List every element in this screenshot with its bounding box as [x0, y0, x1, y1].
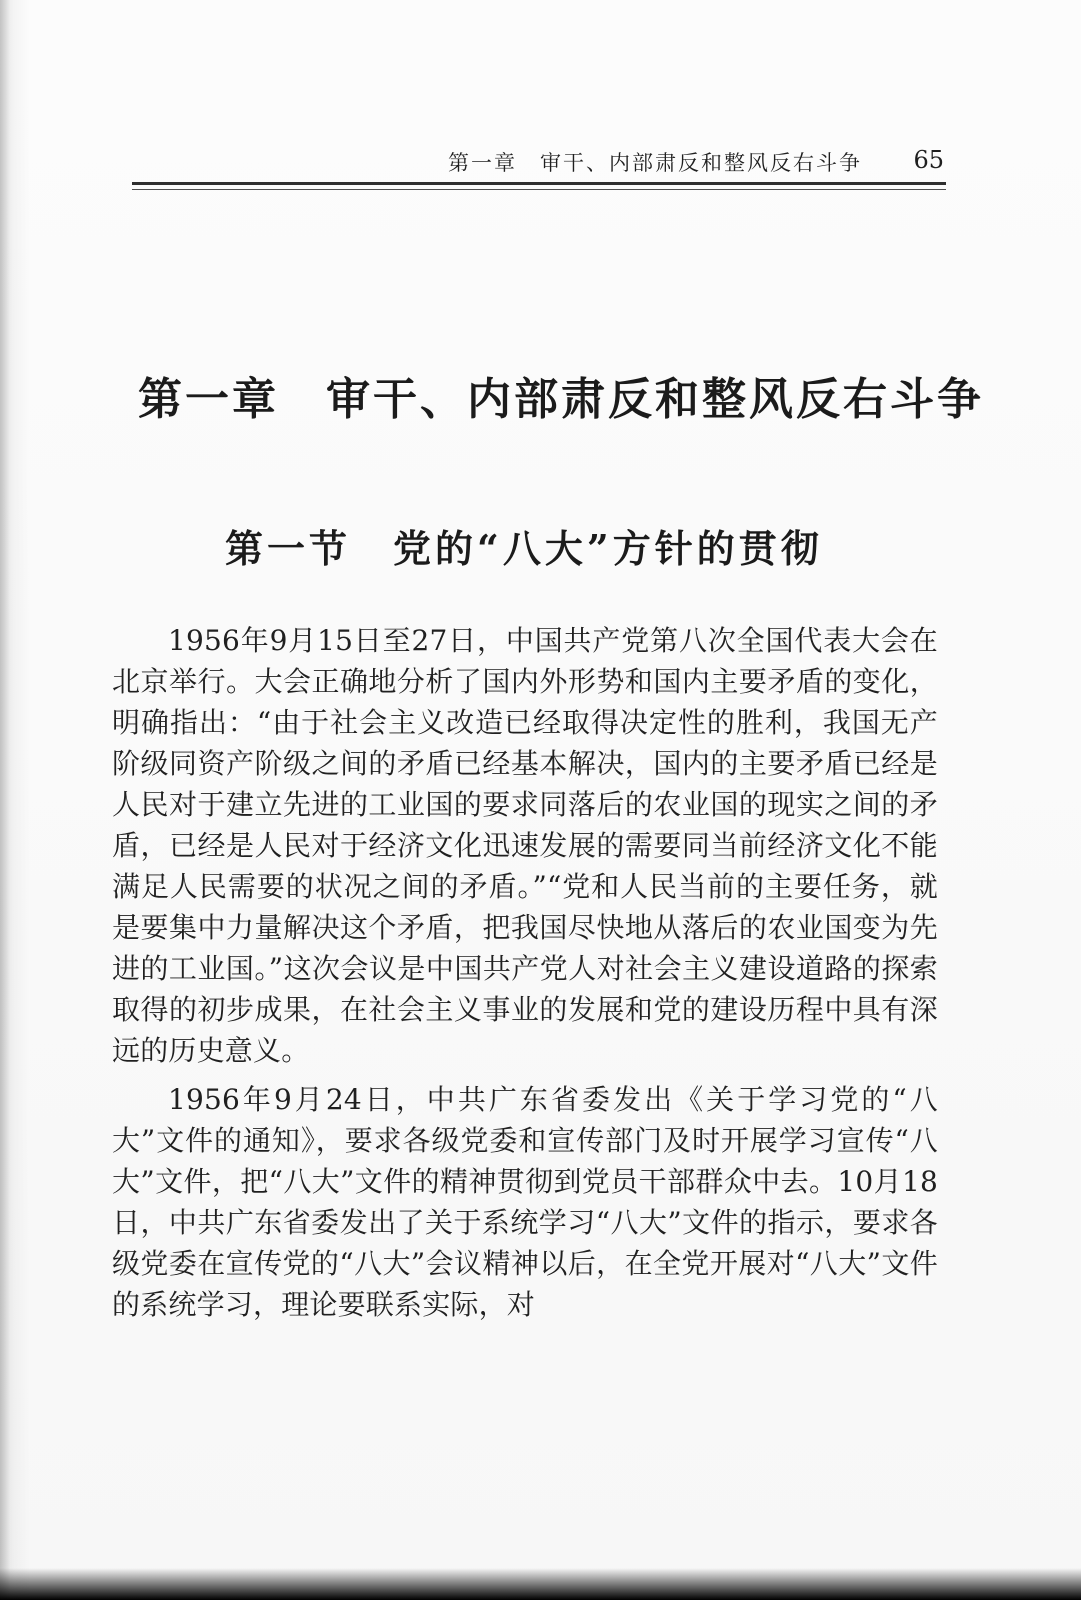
paragraph-2: 1956年9月24日，中共广东省委发出《关于学习党的“八大”文件的通知》，要求各级党委和宣传部门及时开展学习宣传“八大”文件，把“八大”文件的精神贯彻到党员干部群众中去。10月18日，中共广东省委发出了关于系统学习“八大”文件的指示，要求各级党委在宣传党的“八大”会议精神以后，在全党开展对“八大”文件的系统学习，理论要联系实际，对: [112, 1083, 938, 1321]
paragraph-1: 1956年9月15日至27日，中国共产党第八次全国代表大会在北京举行。大会正确地分析了国内外形势和国内主要矛盾的变化，明确指出：“由于社会主义改造已经取得决定性的胜利，我国无产阶级同资产阶级之间的矛盾已经基本解决，国内的主要矛盾已经是人民对于建立先进的工业国的要求同落后的农业国的现实之间的矛盾，已经是人民对于经济文化迅速发展的需要同当前经济文化不能满足人民需要的状况之间的矛盾。”“党和人民当前的主要任务，就是要集中力量解决这个矛盾，把我国尽快地从落后的农业国变为先进的工业国。”这次会议是中国共产党人对社会主义建设道路的探索取得的初步成果，在社会主义事业的发展和党的建设历程中具有深远的历史意义。: [112, 624, 938, 1067]
header-rule-thick: [132, 182, 946, 185]
body-text: [112, 620, 938, 1333]
section-title: 第一节 党的“八大”方针的贯彻: [225, 525, 823, 571]
chapter-title: 第一章 审干、内部肃反和整风反右斗争: [138, 374, 984, 426]
page-number: 65: [913, 146, 944, 174]
running-header-title: 第一章 审干、内部肃反和整风反右斗争: [448, 151, 862, 175]
header-rule-thin: [132, 189, 946, 190]
running-header: [132, 138, 944, 178]
